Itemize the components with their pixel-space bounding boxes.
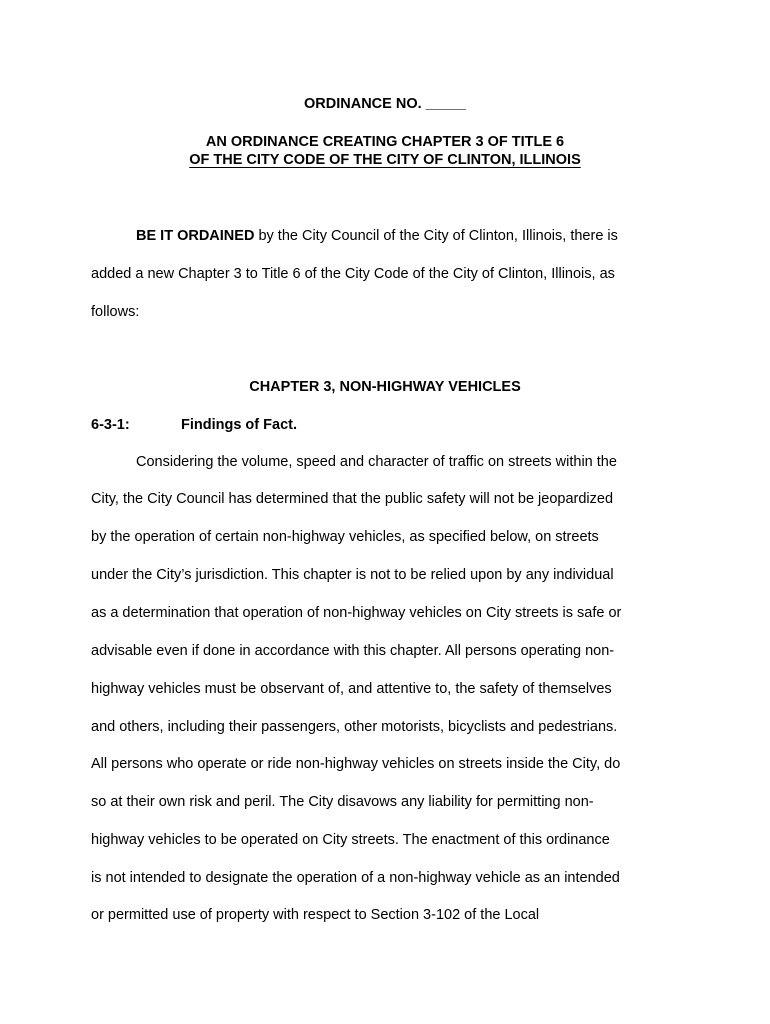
ordinance-title-line-2 [0, 151, 770, 169]
body-line-5: as a determination that operation of non-highway vehicles on City streets is safe or [91, 605, 622, 621]
body-line-3: by the operation of certain non-highway vehicles, as specified below, on streets [91, 529, 599, 545]
preamble-line-3: follows: [91, 304, 140, 320]
body-line-1: Considering the volume, speed and character of traffic on streets within the [136, 454, 617, 470]
body-line-6: advisable even if done in accordance with this chapter. All persons operating non- [91, 643, 615, 659]
body-line-8: and others, including their passengers, other motorists, bicyclists and pedestrians. [91, 719, 618, 735]
body-line-4: under the City’s jurisdiction. This chapter is not to be relied upon by any individual [91, 567, 614, 583]
preamble-line-2: added a new Chapter 3 to Title 6 of the City Code of the City of Clinton, Illinois, as [91, 266, 615, 282]
be-it-ordained: BE IT ORDAINED [136, 228, 255, 244]
chapter-heading: CHAPTER 3, NON-HIGHWAY VEHICLES [249, 379, 521, 395]
section-number: 6-3-1: [91, 417, 130, 433]
preamble-line-1 [136, 227, 618, 245]
body-line-9: All persons who operate or ride non-highway vehicles on streets inside the City, do [91, 756, 621, 772]
body-line-2: City, the City Council has determined that the public safety will not be jeopardized [91, 491, 614, 507]
ordinance-title-line-1: AN ORDINANCE CREATING CHAPTER 3 OF TITLE 6 [205, 134, 565, 150]
body-line-12: is not intended to designate the operation of a non-highway vehicle as an intended [91, 870, 620, 886]
body-line-7: highway vehicles must be observant of, and attentive to, the safety of themselves [91, 681, 612, 697]
section-title: Findings of Fact. [181, 417, 297, 433]
preamble-line-1-rest: by the City Council of the City of Clinton, Illinois, there is [254, 228, 618, 244]
body-line-13: or permitted use of property with respect to Section 3-102 of the Local [91, 907, 540, 923]
body-line-11: highway vehicles to be operated on City streets. The enactment of this ordinance [91, 832, 610, 848]
ordinance-number: ORDINANCE NO. _____ [304, 96, 466, 112]
body-line-10: so at their own risk and peril. The City disavows any liability for permitting non- [91, 794, 594, 810]
ordinance-title-line-2-text: OF THE CITY CODE OF THE CITY OF CLINTON, ILLINOIS [189, 152, 581, 168]
